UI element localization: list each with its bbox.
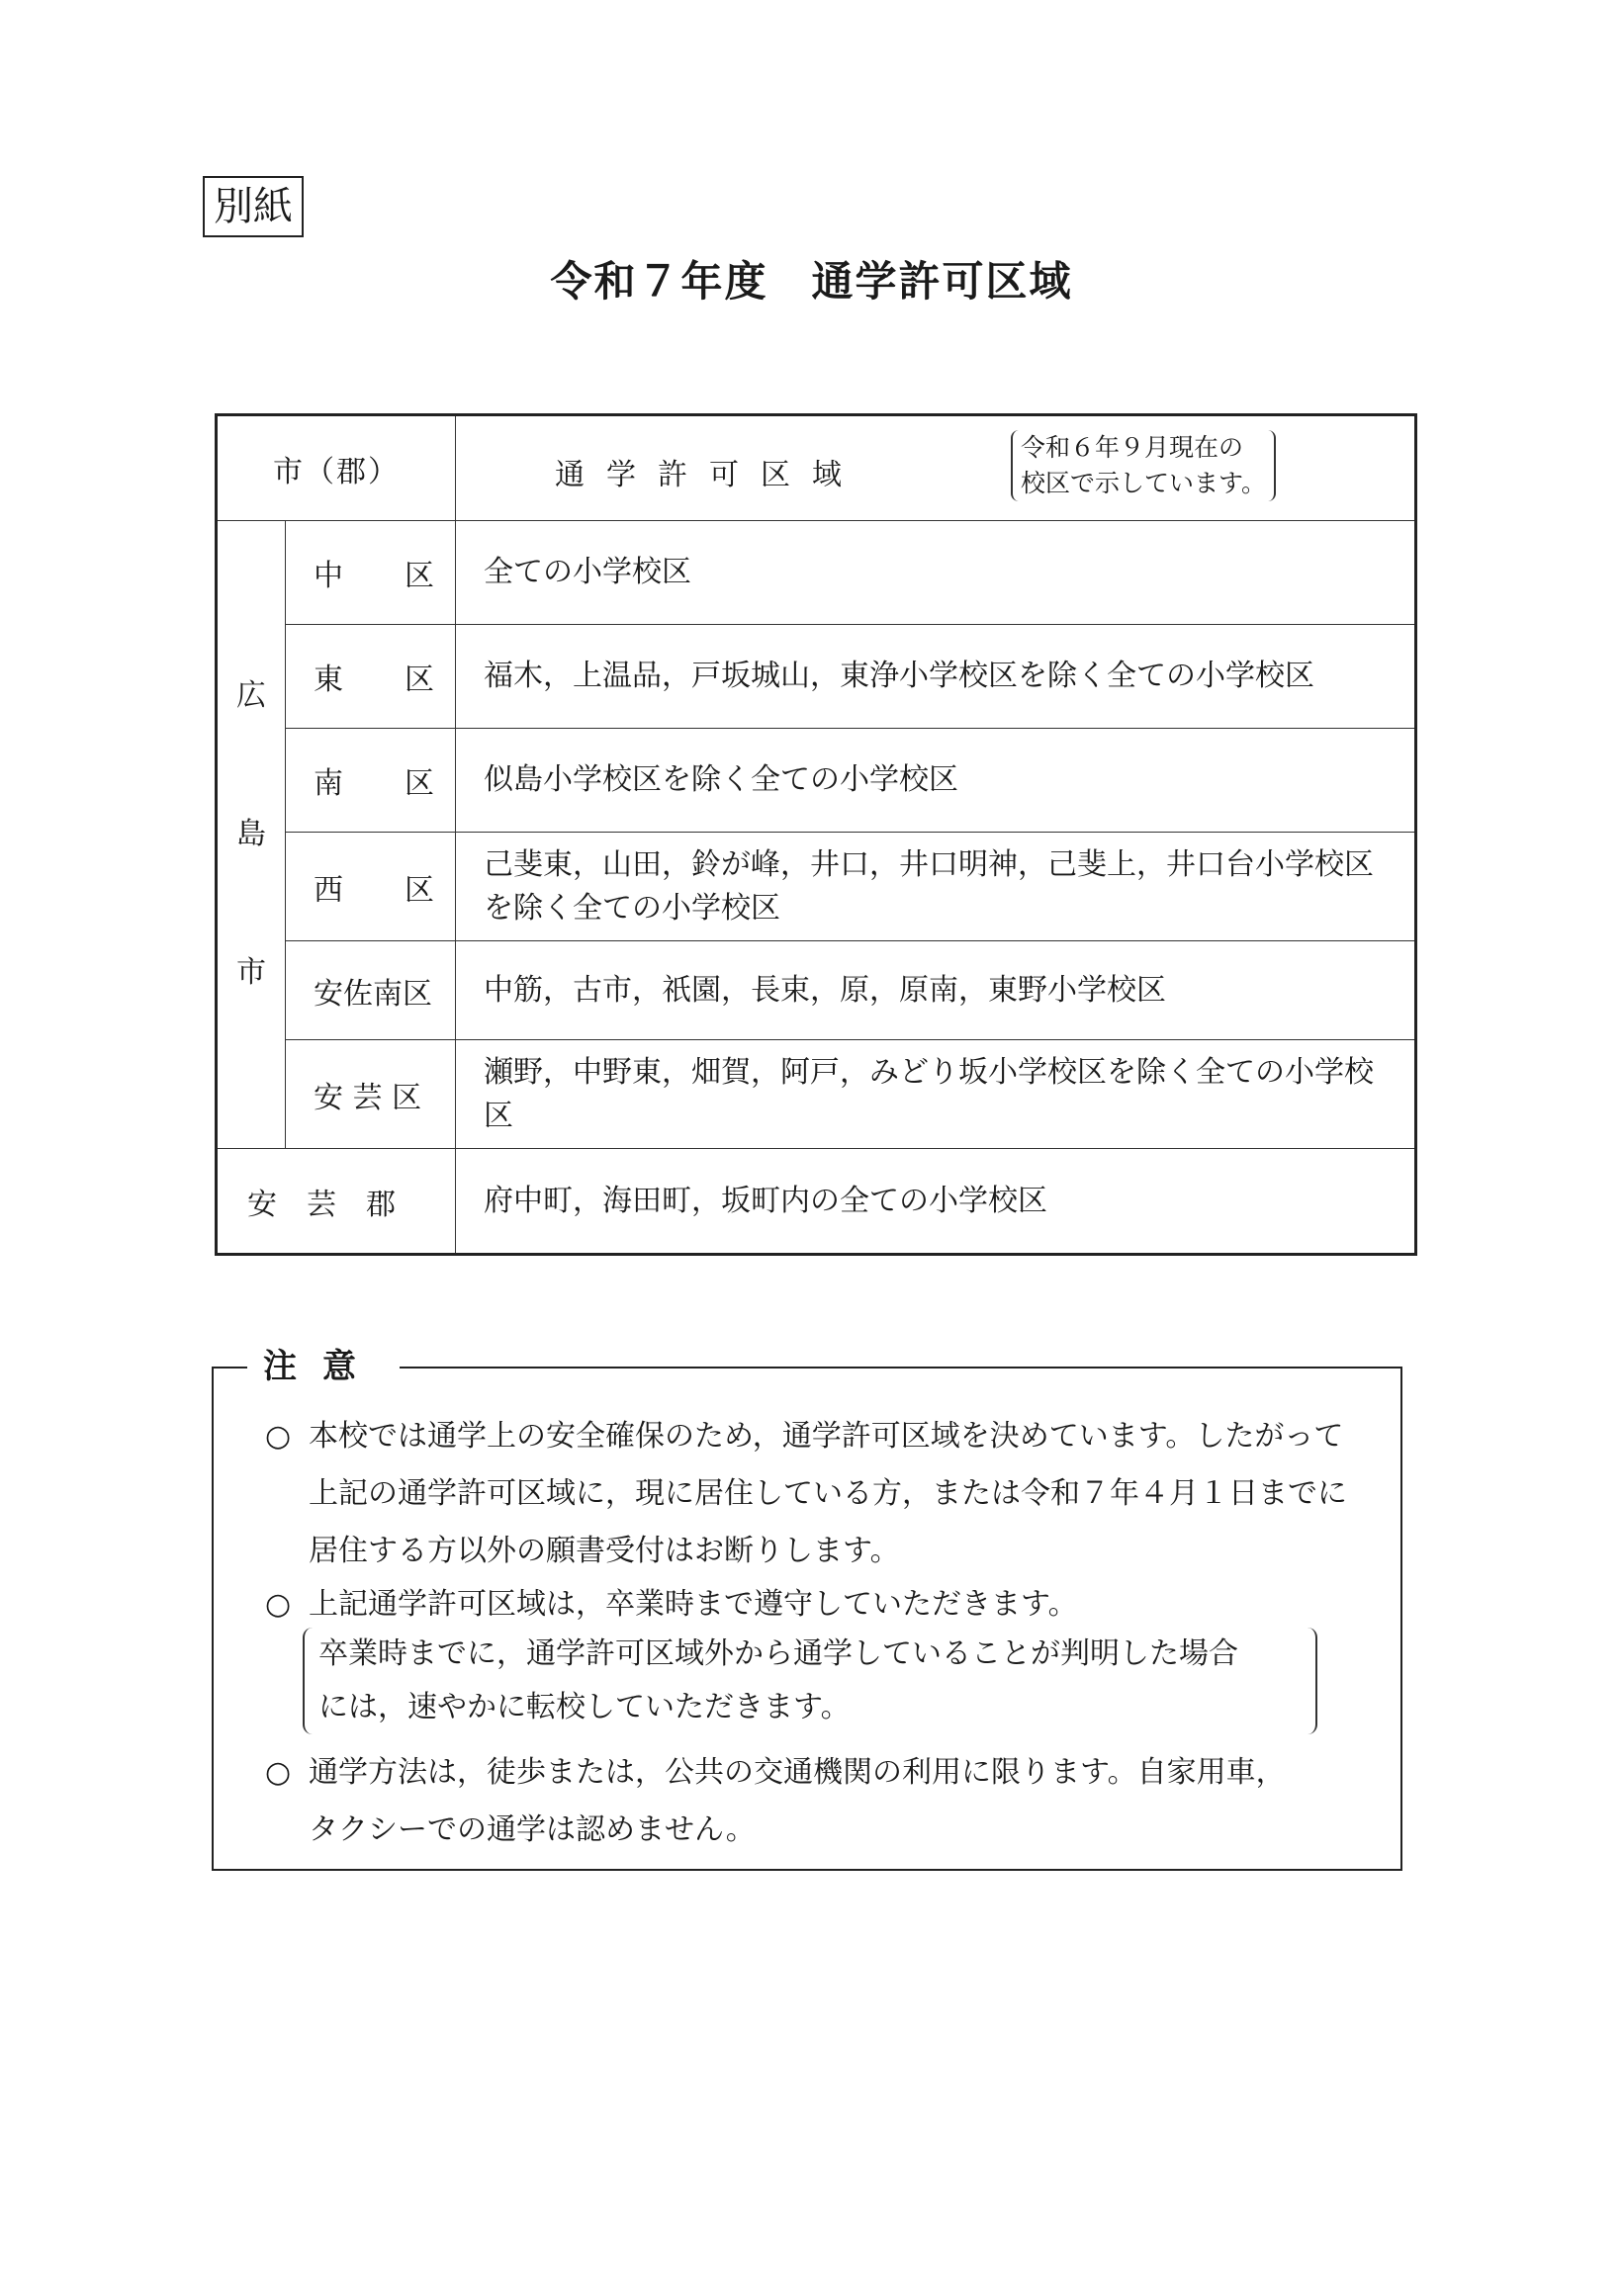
item2-note-line2: には，速やかに転校していただきます。 xyxy=(318,1690,851,1724)
header-area: 通学許可区域 xyxy=(555,458,863,492)
ward-label: 西 xyxy=(314,872,343,908)
bullet-circle-icon: ○ xyxy=(265,1755,292,1790)
area-naka: 全ての小学校区 xyxy=(456,521,1416,625)
ward-asaminami: 安佐南区 xyxy=(286,941,456,1040)
ward-higashi xyxy=(286,625,456,729)
header-note-line2: 校区で示しています。 xyxy=(1020,469,1266,497)
caution-item-2 xyxy=(265,1576,1078,1634)
ward-nishi xyxy=(286,833,456,941)
ward-label: 中 xyxy=(314,559,343,593)
city-char-3: 市 xyxy=(236,955,266,990)
table-row xyxy=(217,941,1416,1040)
header-area-cell xyxy=(456,415,1416,521)
area-aki: 瀬野，中野東，畑賀，阿戸，みどり坂小学校区を除く全ての小学校区 xyxy=(456,1040,1416,1149)
area-nishi: 己斐東，山田，鈴が峰，井口，井口明神，己斐上，井口台小学校区を除く全ての小学校区 xyxy=(456,833,1416,941)
area-asaminami: 中筋，古市，祇園，長束，原，原南，東野小学校区 xyxy=(456,941,1416,1040)
item1-line3: 居住する方以外の願書受付はお断りします。 xyxy=(309,1534,900,1568)
caution-label: 注意 xyxy=(247,1339,400,1387)
table-header-row xyxy=(217,415,1416,521)
table-row xyxy=(217,625,1416,729)
table-row xyxy=(217,1040,1416,1149)
table-footer-row xyxy=(217,1149,1416,1255)
area-aki-gun: 府中町，海田町，坂町内の全ての小学校区 xyxy=(456,1149,1416,1255)
item3-line1: 通学方法は，徒歩または，公共の交通機関の利用に限ります。自家用車， xyxy=(309,1755,1286,1790)
page-title xyxy=(0,249,1623,309)
attachment-tag: 別紙 xyxy=(203,176,304,237)
item2-bracket-note xyxy=(303,1628,1317,1734)
city-hiroshima xyxy=(217,521,286,1149)
ward-suffix: 区 xyxy=(405,872,434,908)
header-note-line1: 令和６年９月現在の xyxy=(1020,433,1243,462)
item1-line1: 本校では通学上の安全確保のため，通学許可区域を決めています。したがって xyxy=(309,1419,1344,1454)
ward-suffix: 区 xyxy=(405,662,434,697)
title-subject: 通学許可区域 xyxy=(811,257,1073,306)
school-zone-table xyxy=(215,413,1417,1256)
bullet-circle-icon: ○ xyxy=(265,1419,292,1454)
city-char-1: 広 xyxy=(236,678,266,713)
caution-item-3 xyxy=(265,1744,1286,1859)
ward-label: 南 xyxy=(314,766,343,801)
item1-line2: 上記の通学許可区域に，現に居住している方，または令和７年４月１日までに xyxy=(309,1476,1347,1511)
header-city: 市（郡） xyxy=(217,415,456,521)
header-note xyxy=(1011,430,1276,501)
table-row xyxy=(217,521,1416,625)
district-aki-gun: 安芸郡 xyxy=(217,1149,456,1255)
ward-minami xyxy=(286,729,456,833)
bullet-circle-icon: ○ xyxy=(265,1587,292,1622)
title-year: 令和７年度 xyxy=(550,257,768,306)
area-minami: 似島小学校区を除く全ての小学校区 xyxy=(456,729,1416,833)
area-higashi: 福木，上温品，戸坂城山，東浄小学校区を除く全ての小学校区 xyxy=(456,625,1416,729)
ward-suffix: 区 xyxy=(405,766,434,801)
table-row xyxy=(217,729,1416,833)
ward-aki: 安 芸 区 xyxy=(286,1040,456,1149)
item3-line2: タクシーでの通学は認めません。 xyxy=(309,1812,756,1847)
ward-naka xyxy=(286,521,456,625)
ward-suffix: 区 xyxy=(405,559,434,593)
item2-text: 上記通学許可区域は，卒業時まで遵守していただきます。 xyxy=(309,1587,1078,1622)
item2-note-line1: 卒業時までに，通学許可区域外から通学していることが判明した場合 xyxy=(318,1636,1238,1671)
city-char-2: 島 xyxy=(236,817,266,851)
ward-label: 東 xyxy=(314,662,343,697)
caution-box xyxy=(212,1347,1402,1871)
table-row xyxy=(217,833,1416,941)
caution-item-1 xyxy=(265,1408,1347,1580)
